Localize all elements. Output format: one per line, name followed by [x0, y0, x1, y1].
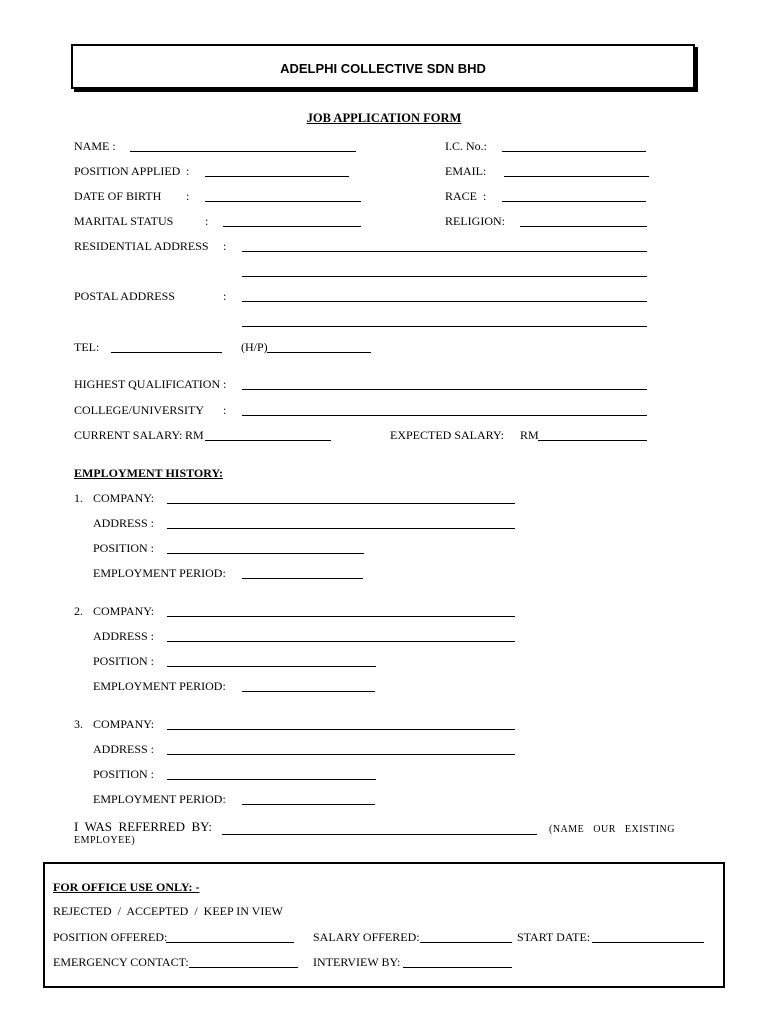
name-field[interactable] — [130, 151, 356, 152]
employment-period-field-1[interactable] — [242, 578, 363, 579]
position-applied-field[interactable] — [205, 176, 349, 177]
position-label: POSITION : — [93, 541, 155, 555]
company-label: COMPANY: — [93, 604, 155, 618]
employment-period-label: EMPLOYMENT PERIOD: — [93, 566, 226, 580]
start-date-field[interactable] — [592, 942, 704, 943]
office-use-heading: FOR OFFICE USE ONLY: - — [53, 880, 200, 894]
position-field-2[interactable] — [167, 666, 376, 667]
referral-field[interactable] — [222, 821, 537, 835]
referral-note-continued: EMPLOYEE) — [74, 835, 136, 846]
religion-field[interactable] — [520, 226, 647, 227]
currency-label: RM — [185, 428, 204, 442]
ic-no-label: I.C. No.: — [445, 139, 487, 153]
date-of-birth-label: DATE OF BIRTH — [74, 189, 162, 203]
highest-qualification-label: HIGHEST QUALIFICATION — [74, 377, 221, 391]
referral-row — [74, 819, 694, 835]
address-label: ADDRESS : — [93, 516, 155, 530]
application-status-options: REJECTED / ACCEPTED / KEEP IN VIEW — [53, 904, 283, 918]
entry-number: 1. — [74, 491, 83, 505]
company-label: COMPANY: — [93, 717, 155, 731]
position-applied-label: POSITION APPLIED — [74, 164, 181, 178]
salary-offered-field[interactable] — [420, 942, 512, 943]
company-field-3[interactable] — [167, 729, 515, 730]
email-field[interactable] — [504, 176, 649, 177]
form-title: JOB APPLICATION FORM — [306, 111, 462, 125]
office-use-box — [43, 862, 725, 988]
position-offered-label: POSITION OFFERED: — [53, 930, 168, 944]
entry-number: 2. — [74, 604, 83, 618]
entry-number: 3. — [74, 717, 83, 731]
salary-offered-label: SALARY OFFERED: — [313, 930, 420, 944]
employment-period-label: EMPLOYMENT PERIOD: — [93, 792, 226, 806]
tel-label: TEL: — [74, 340, 100, 354]
postal-address-label: POSTAL ADDRESS — [74, 289, 175, 303]
ic-no-field[interactable] — [502, 151, 646, 152]
date-of-birth-field[interactable] — [205, 201, 361, 202]
employment-period-label: EMPLOYMENT PERIOD: — [93, 679, 226, 693]
tel-field[interactable] — [111, 352, 222, 353]
hp-label: (H/P) — [241, 340, 268, 354]
referral-label: I WAS REFERRED BY: — [74, 819, 212, 834]
current-salary-field[interactable] — [205, 440, 331, 441]
interview-by-field[interactable] — [403, 967, 512, 968]
colon-separator: : — [483, 189, 487, 203]
position-label: POSITION : — [93, 767, 155, 781]
colon-separator: : — [223, 289, 227, 303]
college-field[interactable] — [242, 415, 647, 416]
employment-period-field-2[interactable] — [242, 691, 375, 692]
colon-separator: : — [223, 403, 227, 417]
residential-address-field-2[interactable] — [242, 276, 647, 277]
marital-status-label: MARITAL STATUS — [74, 214, 174, 228]
address-field-2[interactable] — [167, 641, 515, 642]
start-date-label: START DATE: — [517, 930, 591, 944]
marital-status-field[interactable] — [223, 226, 361, 227]
colon-separator: : — [186, 164, 190, 178]
college-label: COLLEGE/UNIVERSITY — [74, 403, 204, 417]
expected-salary-field[interactable] — [538, 440, 647, 441]
race-field[interactable] — [502, 201, 646, 202]
referral-note: (NAME OUR EXISTING — [548, 824, 675, 835]
expected-salary-label: EXPECTED SALARY: — [390, 428, 504, 442]
position-offered-field[interactable] — [166, 942, 294, 943]
postal-address-field-2[interactable] — [242, 326, 647, 327]
company-field-2[interactable] — [167, 616, 515, 617]
position-field-1[interactable] — [167, 553, 364, 554]
company-field-1[interactable] — [167, 503, 515, 504]
colon-separator: : — [223, 239, 227, 253]
address-label: ADDRESS : — [93, 742, 155, 756]
address-field-3[interactable] — [167, 754, 515, 755]
residential-address-label: RESIDENTIAL ADDRESS — [74, 239, 209, 253]
position-label: POSITION : — [93, 654, 155, 668]
interview-by-label: INTERVIEW BY: — [313, 955, 401, 969]
email-label: EMAIL: — [445, 164, 487, 178]
emergency-contact-field[interactable] — [189, 967, 298, 968]
residential-address-field-1[interactable] — [242, 251, 647, 252]
colon-separator: : — [205, 214, 209, 228]
company-label: COMPANY: — [93, 491, 155, 505]
current-salary-label: CURRENT SALARY: — [74, 428, 183, 442]
employment-period-field-3[interactable] — [242, 804, 375, 805]
currency-label: RM — [520, 428, 539, 442]
postal-address-field-1[interactable] — [242, 301, 647, 302]
position-field-3[interactable] — [167, 779, 376, 780]
race-label: RACE — [445, 189, 478, 203]
highest-qualification-field[interactable] — [242, 389, 647, 390]
emergency-contact-label: EMERGENCY CONTACT: — [53, 955, 189, 969]
colon-separator: : — [223, 377, 227, 391]
hp-field[interactable] — [267, 352, 371, 353]
company-name: ADELPHI COLLECTIVE SDN BHD — [280, 61, 486, 76]
address-label: ADDRESS : — [93, 629, 155, 643]
name-label: NAME : — [74, 139, 116, 153]
company-header-box — [71, 44, 695, 89]
religion-label: RELIGION: — [445, 214, 505, 228]
employment-history-heading: EMPLOYMENT HISTORY: — [74, 466, 224, 480]
colon-separator: : — [186, 189, 190, 203]
address-field-1[interactable] — [167, 528, 515, 529]
